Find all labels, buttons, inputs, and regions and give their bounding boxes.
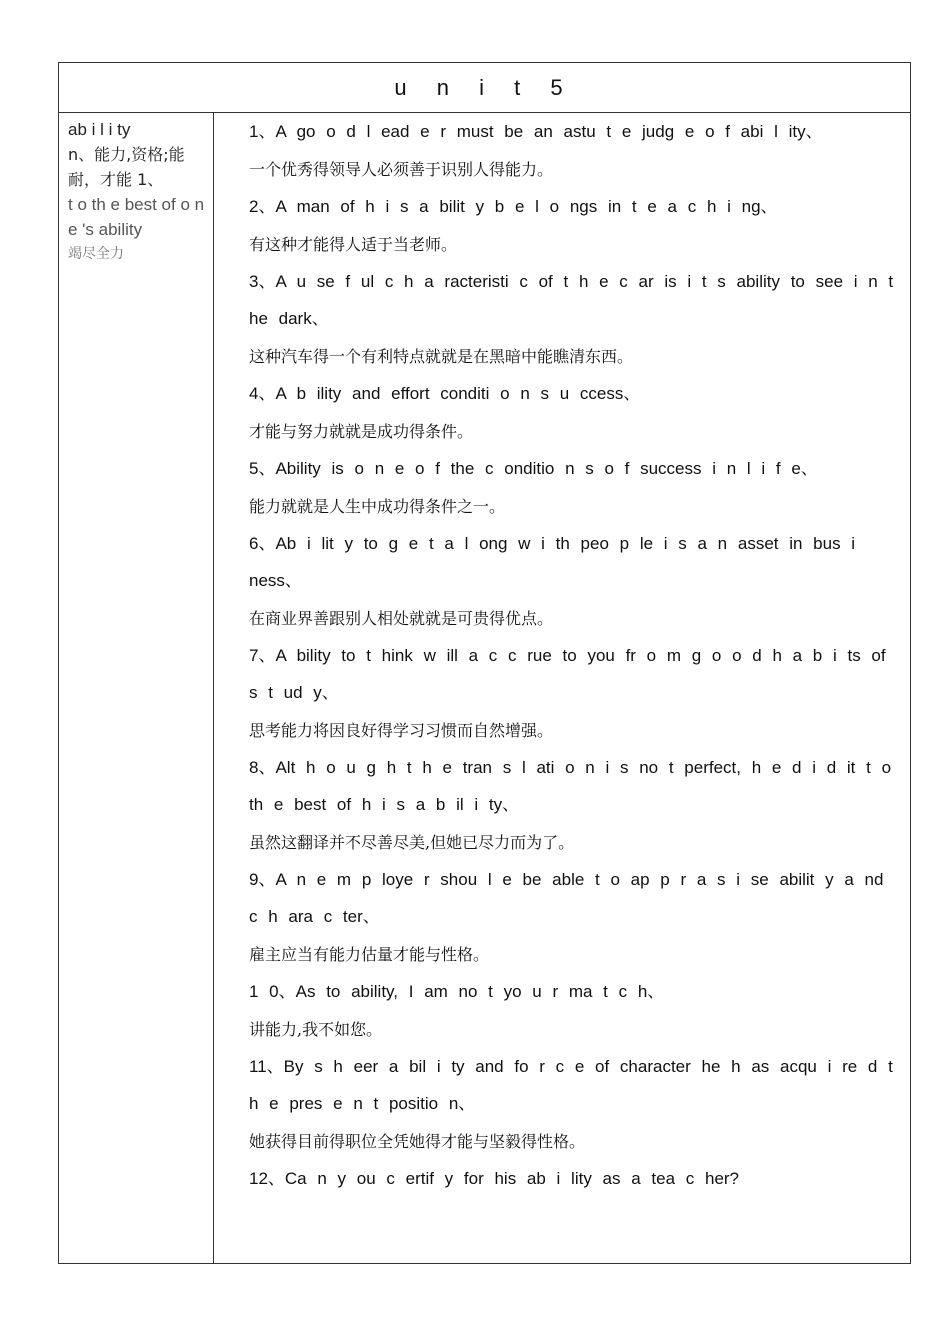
example-english: 5、Ability is o n e o f the c onditio n s o f success i n l i f e、 (249, 459, 818, 478)
example-item (249, 263, 896, 377)
example-english: 4、A b ility and effort conditi o n s u ccess、 (249, 384, 641, 403)
example-english: 8、Alt h o u g h t h e tran s l ati o n i s no t perfect, h e d i d it t o th e best of h i s a b il i ty、 (249, 758, 892, 814)
example-chinese: 雇主应当有能力估量才能与性格。 (249, 945, 490, 964)
example-english: 1 0、As to ability, I am no t yo u r ma t c h、 (249, 982, 665, 1001)
example-chinese: 思考能力将因良好得学习习惯而自然增强。 (249, 721, 554, 740)
example-chinese: 有这种才能得人适于当老师。 (249, 235, 458, 254)
example-english: 1、A go o d l ead e r must be an astu t e judg e o f abi l ity、 (249, 122, 823, 141)
example-item (249, 749, 896, 863)
example-item (249, 188, 896, 265)
example-english: 3、A u se f ul c h a racteristi c of t h e c ar is i t s ability to see i n t he dark、 (249, 272, 894, 328)
entry-cell (59, 113, 214, 1263)
vocabulary-table (58, 62, 911, 1264)
example-chinese: 能力就就是人生中成功得条件之一。 (249, 497, 506, 516)
example-english: 12、Ca n y ou c ertif y for his ab i lity as a tea c her? (249, 1169, 740, 1188)
example-chinese: 这种汽车得一个有利特点就就是在黑暗中能瞧清东西。 (249, 347, 634, 366)
example-chinese: 虽然这翻译并不尽善尽美,但她已尽力而为了。 (249, 833, 575, 852)
example-english: 7、A bility to t hink w ill a c c rue to you fr o m g o o d h a b i ts of s t ud y、 (249, 646, 886, 702)
title-row (59, 63, 910, 113)
example-chinese: 一个优秀得领导人必须善于识别人得能力。 (249, 160, 554, 179)
entry-phrase: t o th e best of o n e 's ability (68, 195, 205, 239)
unit-title: u n i t 5 (394, 74, 575, 100)
entry-phrase-translation: 竭尽全力 (68, 246, 124, 262)
example-chinese: 在商业界善跟别人相处就就是可贵得优点。 (249, 609, 554, 628)
example-item (249, 1048, 896, 1162)
example-chinese: 她获得目前得职位全凭她得才能与坚毅得性格。 (249, 1132, 586, 1151)
example-english: 2、A man of h i s a bilit y b e l o ngs in t e a c h i ng、 (249, 197, 778, 216)
example-chinese: 讲能力,我不如您。 (249, 1020, 383, 1039)
example-english: 9、A n e m p loye r shou l e be able t o ap p r a s i se abilit y a nd c h ara c ter、 (249, 870, 884, 926)
example-item (249, 525, 896, 639)
example-item (249, 861, 896, 975)
example-item (249, 973, 896, 1050)
entry-meaning: n、能力,资格;能耐，才能 1、 (68, 145, 185, 189)
example-chinese: 才能与努力就就是成功得条件。 (249, 422, 474, 441)
example-item (249, 1160, 896, 1197)
example-item (249, 375, 896, 452)
example-item (249, 450, 896, 527)
example-english: 6、Ab i lit y to g e t a l ong w i th peo p le i s a n asset in bus i ness、 (249, 534, 856, 590)
entry-word: ab i l i ty (68, 120, 131, 139)
example-item (249, 637, 896, 751)
example-item (249, 113, 896, 190)
example-english: 11、By s h eer a bil i ty and fo r c e of character he h as acqu i re d t h e pres e n t positio n、 (249, 1057, 893, 1113)
examples-cell (214, 113, 910, 1263)
